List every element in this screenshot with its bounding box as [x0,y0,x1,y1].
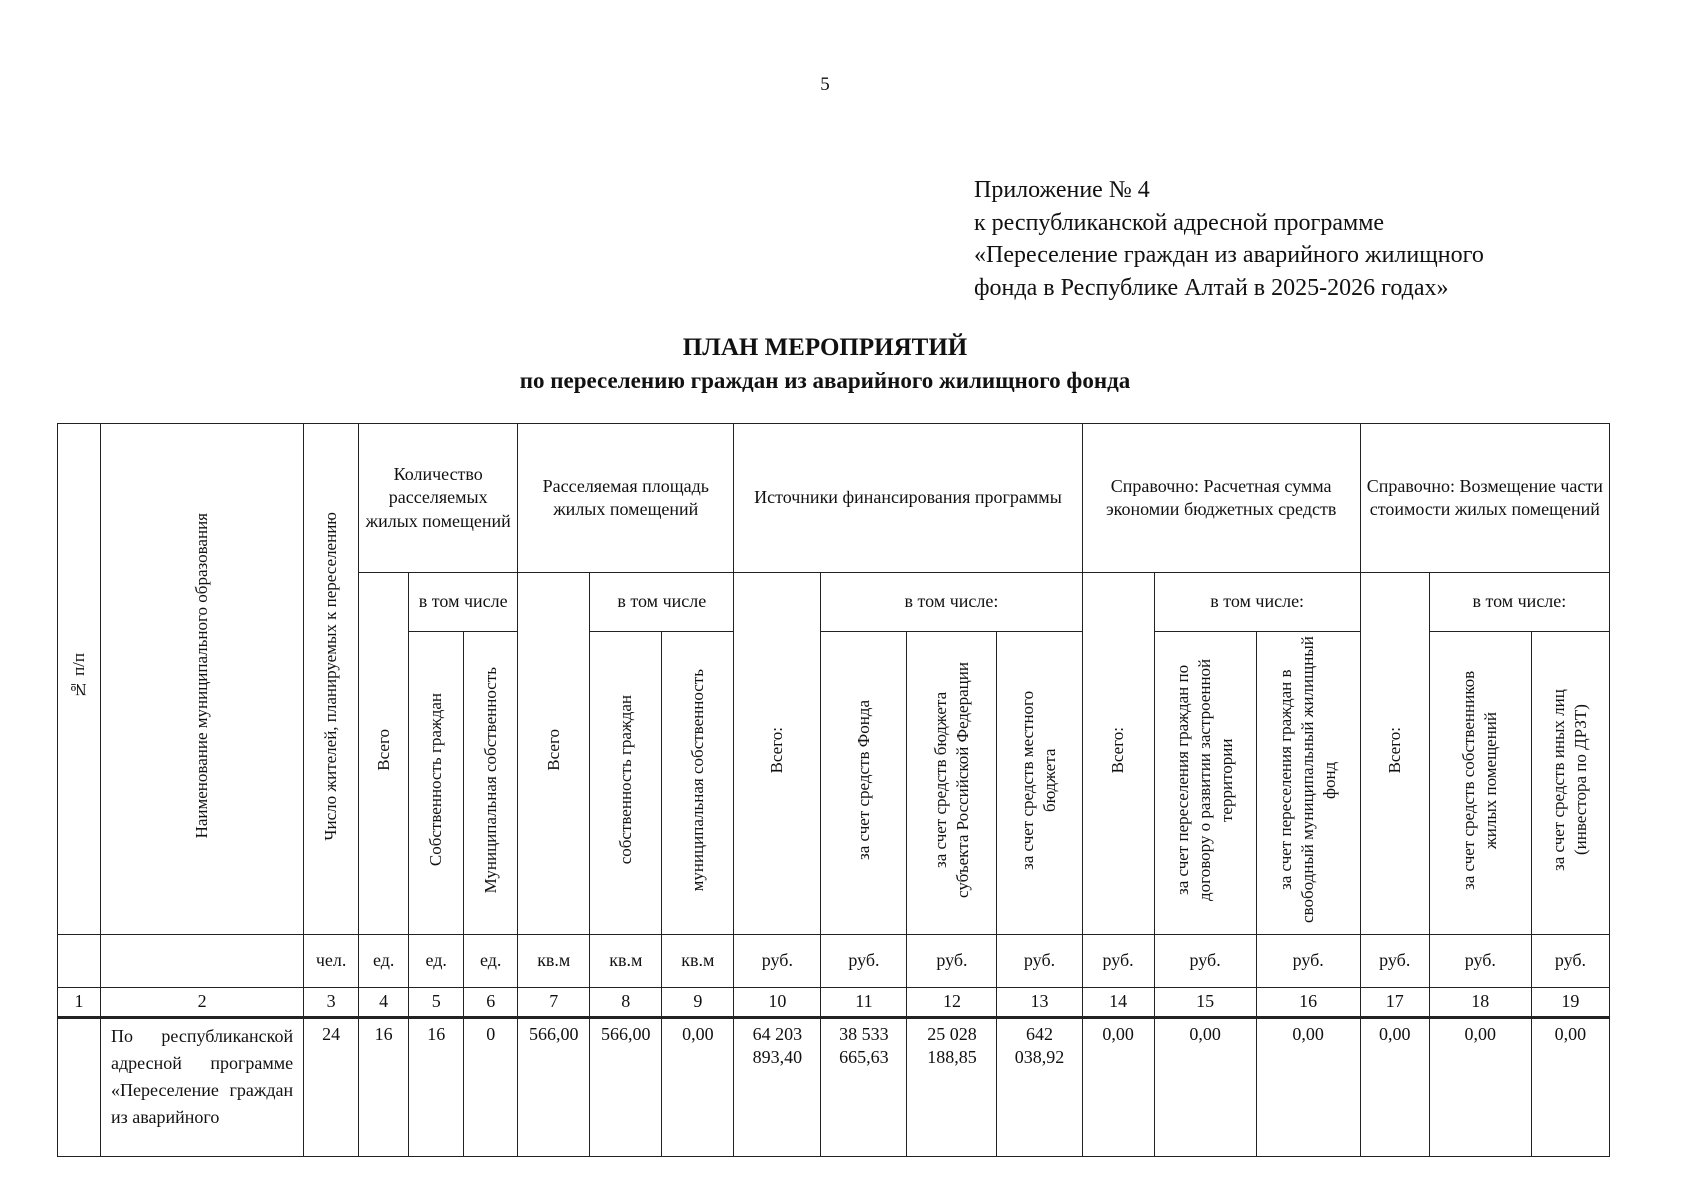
unit-cell: руб. [1256,935,1360,988]
column-number: 5 [409,988,464,1018]
table-row [58,1018,1610,1157]
column-number: 6 [464,988,518,1018]
cell-rooms-municipal: 0 [464,1018,518,1157]
cell-compensation-total: 0,00 [1360,1018,1429,1157]
header-economy-incl: в том числе: [1154,573,1360,632]
column-number: 11 [821,988,907,1018]
unit-cell: руб. [1154,935,1256,988]
column-number: 8 [590,988,662,1018]
unit-cell: ед. [409,935,464,988]
column-number: 7 [518,988,590,1018]
header-finance-group: Источники финансирования программы [734,424,1082,573]
header-area-group: Расселяемая площадь жилых помещений [518,424,734,573]
cell-finance-total: 64 203 893,40 [734,1018,821,1157]
column-number: 9 [662,988,734,1018]
header-rooms-group: Количество расселяемых жилых помещений [359,424,518,573]
unit-cell: кв.м [518,935,590,988]
unit-cell: кв.м [662,935,734,988]
header-area-citizens: собственность граждан [590,632,662,935]
column-number: 19 [1531,988,1609,1018]
column-number: 16 [1256,988,1360,1018]
header-owners-funds: за счет средств собственников жилых помещений [1429,632,1531,935]
header-compensation-group: Справочно: Возмещение части стоимости жилых помещений [1360,424,1609,573]
column-number: 10 [734,988,821,1018]
cell-municipality: По республиканской адресной программе «Переселение граждан из аварийного [101,1018,304,1157]
header-dev-agreement: за счет переселения граждан по договору о развитии застроенной территории [1154,632,1256,935]
unit-cell: руб. [1360,935,1429,988]
appendix-line: «Переселение граждан из аварийного жилищного [974,242,1484,268]
column-number: 14 [1082,988,1154,1018]
cell-rooms-citizens: 16 [409,1018,464,1157]
header-compensation-incl: в том числе: [1429,573,1609,632]
document-title: ПЛАН МЕРОПРИЯТИЙ [682,334,968,361]
unit-cell: руб. [821,935,907,988]
units-row [58,935,1610,988]
unit-cell: ед. [359,935,409,988]
unit-cell: руб. [734,935,821,988]
unit-cell: руб. [1531,935,1609,988]
cell-area-total: 566,00 [518,1018,590,1157]
plan-table [57,423,1610,1157]
column-number: 12 [907,988,997,1018]
header-fund: за счет средств Фонда [821,632,907,935]
appendix-line: к республиканской адресной программе [974,209,1385,236]
cell-area-municipal: 0,00 [662,1018,734,1157]
unit-cell: чел. [304,935,359,988]
header-rooms-total: Всего [359,573,409,935]
cell-area-citizens: 566,00 [590,1018,662,1157]
column-number: 18 [1429,988,1531,1018]
header-area-total: Всего [518,573,590,935]
cell-owners-funds: 0,00 [1429,1018,1531,1157]
appendix-line: Приложение № 4 [974,177,1150,203]
unit-cell: руб. [1082,935,1154,988]
page-number: 5 [820,74,830,95]
column-number: 17 [1360,988,1429,1018]
appendix-note [974,174,1484,304]
header-other-funds: за счет средств иных лиц (инвестора по ДРЗТ) [1531,632,1609,935]
header-economy-group: Справочно: Расчетная сумма экономии бюджетных средств [1082,424,1360,573]
cell-subject-budget: 25 028 188,85 [907,1018,997,1157]
unit-cell: руб. [907,935,997,988]
unit-cell: ед. [464,935,518,988]
cell-local-budget: 642 038,92 [997,1018,1082,1157]
header-citizens-property: Собственность граждан [409,632,464,935]
header-compensation-total: Всего: [1360,573,1429,935]
appendix-line: фонда в Республике Алтай в 2025-2026 годах» [974,274,1449,301]
header-area-incl: в том числе [590,573,734,632]
header-area-municipal: муниципальная собственность [662,632,734,935]
header-local-budget: за счет средств местного бюджета [997,632,1082,935]
column-number: 15 [1154,988,1256,1018]
header-finance-incl: в том числе: [821,573,1082,632]
column-number: 4 [359,988,409,1018]
header-free-fund: за счет переселения граждан в свободный муниципальный жилищный фонд [1256,632,1360,935]
header-finance-total: Всего: [734,573,821,935]
unit-cell: руб. [1429,935,1531,988]
unit-cell: руб. [997,935,1082,988]
header-municipality: Наименование муниципального образования [101,424,304,935]
unit-cell: кв.м [590,935,662,988]
column-number: 2 [101,988,304,1018]
column-number: 13 [997,988,1082,1018]
cell-free-fund: 0,00 [1256,1018,1360,1157]
cell-residents: 24 [304,1018,359,1157]
cell-fund: 38 533 665,63 [821,1018,907,1157]
header-economy-total: Всего: [1082,573,1154,935]
document-subtitle: по переселению граждан из аварийного жилищного фонда [519,368,1131,393]
cell-rooms-total: 16 [359,1018,409,1157]
cell-economy-total: 0,00 [1082,1018,1154,1157]
unit-cell [58,935,101,988]
column-number: 3 [304,988,359,1018]
cell-num [58,1018,101,1157]
column-numbers-row [58,988,1610,1018]
header-municipal-property: Муниципальная собственность [464,632,518,935]
column-number: 1 [58,988,101,1018]
header-residents: Число жителей, планируемых к переселению [304,424,359,935]
header-rooms-incl: в том числе [409,573,518,632]
cell-dev-agreement: 0,00 [1154,1018,1256,1157]
header-num: № п/п [58,424,101,935]
cell-other-funds: 0,00 [1531,1018,1609,1157]
header-subject-budget: за счет средств бюджета субъекта Российской Федерации [907,632,997,935]
unit-cell [101,935,304,988]
